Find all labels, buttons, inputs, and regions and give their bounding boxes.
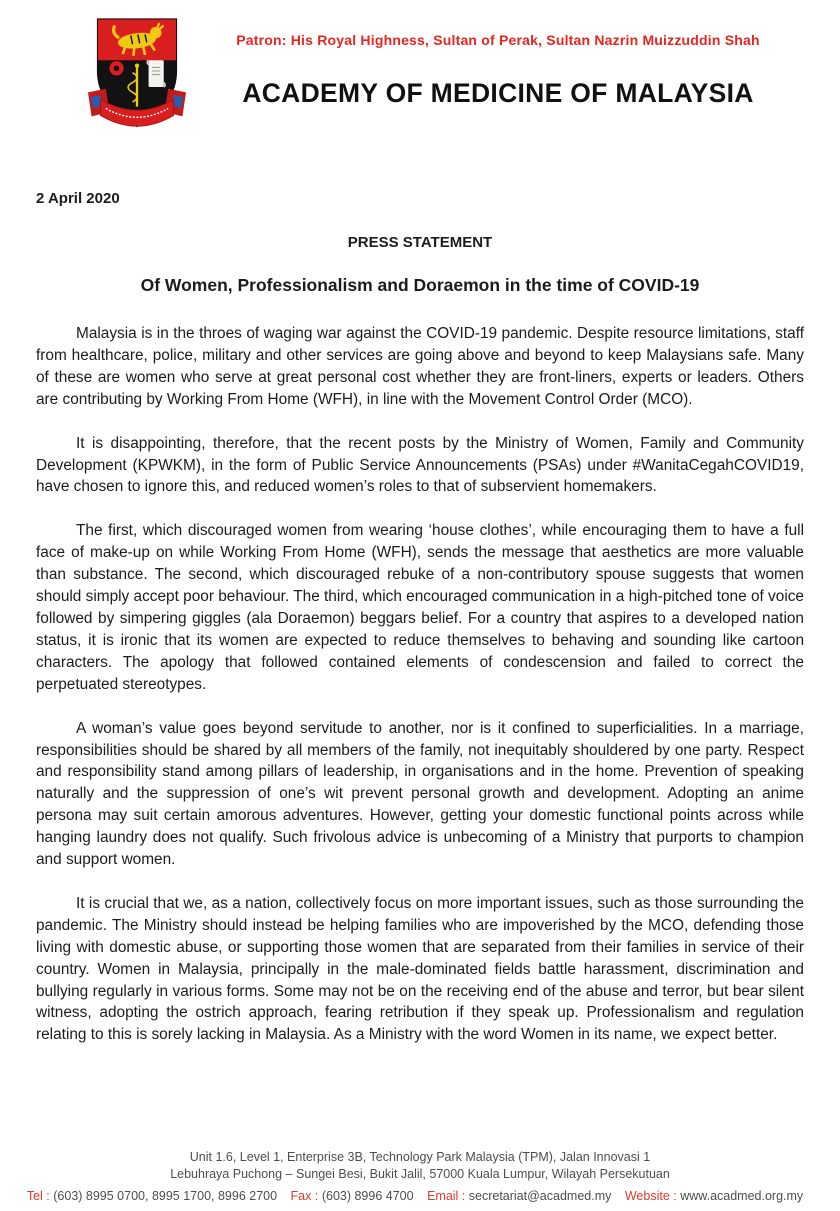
paragraph-4: A woman’s value goes beyond servitude to another, nor is it confined to superficialities. In a marriage, responsibilities should be shared by all members of the family, not inequitably shouldered by one party. Respect and responsibility stand among pillars of leadership, in organisations and in the home. Prevention of speaking naturally and the suppression of one’s wit prevent personal growth and development. Adopting an anime persona may suit certain amorous adventures. However, getting your domestic functional points across while hanging laundry does not qualify. Such frivolous advice is unbecoming of a Ministry that purports to champion and support women. (36, 719, 804, 869)
website-url: www.acadmed.org.my (680, 1189, 804, 1203)
website-label: Website : (624, 1189, 677, 1203)
paragraph-3: The first, which discouraged women from wearing ‘house clothes’, while encouraging them to have a full face of make-up on while Working From Home (WFH), sends the message that aesthetics are more valuable than substance. The second, which discouraged rebuke of a non-contributory spouse suggests that women should simply accept poor behaviour. The third, which encouraged communication in a high-pitched tone of voice followed by simpering giggles (ala Doraemon) beggars belief. For a country that aspires to a developed nation status, it is ironic that its women are expected to reduce themselves to behaving and sounding like cartoon characters. The apology that followed contained elements of condescension and failed to correct the perpetuated stereotypes. (36, 522, 804, 693)
statement-title: Of Women, Professionalism and Doraemon in the time of COVID-19 (140, 275, 700, 295)
letterhead-footer (0, 1149, 840, 1205)
press-statement-heading: PRESS STATEMENT (347, 234, 493, 251)
organization-name: ACADEMY OF MEDICINE OF MALAYSIA (242, 78, 754, 108)
address-line-2: Lebuhraya Puchong – Sungei Besi, Bukit Jalil, 57000 Kuala Lumpur, Wilayah Persekutuan (170, 1167, 670, 1181)
paragraph-1: Malaysia is in the throes of waging war against the COVID-19 pandemic. Despite resource limitations, staff from healthcare, police, military and other services are going above and beyond to keep Malaysians safe. Many of these are women who serve at great personal cost whether they are front-liners, experts or leaders. Others are contributing by Working From Home (WFH), in line with the Movement Control Order (MCO). (36, 325, 804, 408)
paragraph-2: It is disappointing, therefore, that the recent posts by the Ministry of Women, Family and Community Development (KPWKM), in the form of Public Service Announcements (PSAs) under #WanitaCegahCOVID19, have chosen to ignore this, and reduced women’s roles to that of subservient homemakers. (36, 434, 804, 496)
patron-line: Patron: His Royal Highness, Sultan of Perak, Sultan Nazrin Muizzuddin Shah (236, 32, 760, 48)
address-line-1: Unit 1.6, Level 1, Enterprise 3B, Technology Park Malaysia (TPM), Jalan Innovasi 1 (189, 1150, 651, 1164)
crest-icon (88, 8, 186, 150)
paragraph-5: It is crucial that we, as a nation, collectively focus on more important issues, such as those surrounding the pandemic. The Ministry should instead be helping families who are impoverished by the MCO, defending those living with domestic abuse, or supporting those women that are separated from their families in service of their country. Women in Malaysia, principally in the male-dominated fields battle harassment, discrimination and bullying regularly in various forms. Some may not be on the receiving end of the abuse and terror, but bear silent witness, adopting the ostrich approach, fearing retribution if they speak up. Professionalism and regulation relating to this is sorely lacking in Malaysia. As a Ministry with the word Women in its name, we expect better. (36, 894, 804, 1044)
contact-line (0, 1188, 840, 1205)
fax-number: (603) 8996 4700 (321, 1189, 414, 1203)
email-address: secretariat@acadmed.my (468, 1189, 612, 1203)
letterhead (0, 0, 840, 150)
email-label: Email : (427, 1189, 466, 1203)
tel-numbers: (603) 8995 0700, 8995 1700, 8996 2700 (53, 1189, 278, 1203)
academy-crest-logo (88, 8, 186, 150)
tel-label: Tel : (26, 1189, 50, 1203)
fax-label: Fax : (290, 1189, 319, 1203)
letterhead-text (186, 8, 810, 150)
statement-date: 2 April 2020 (36, 190, 120, 207)
statement-body (0, 190, 840, 1046)
